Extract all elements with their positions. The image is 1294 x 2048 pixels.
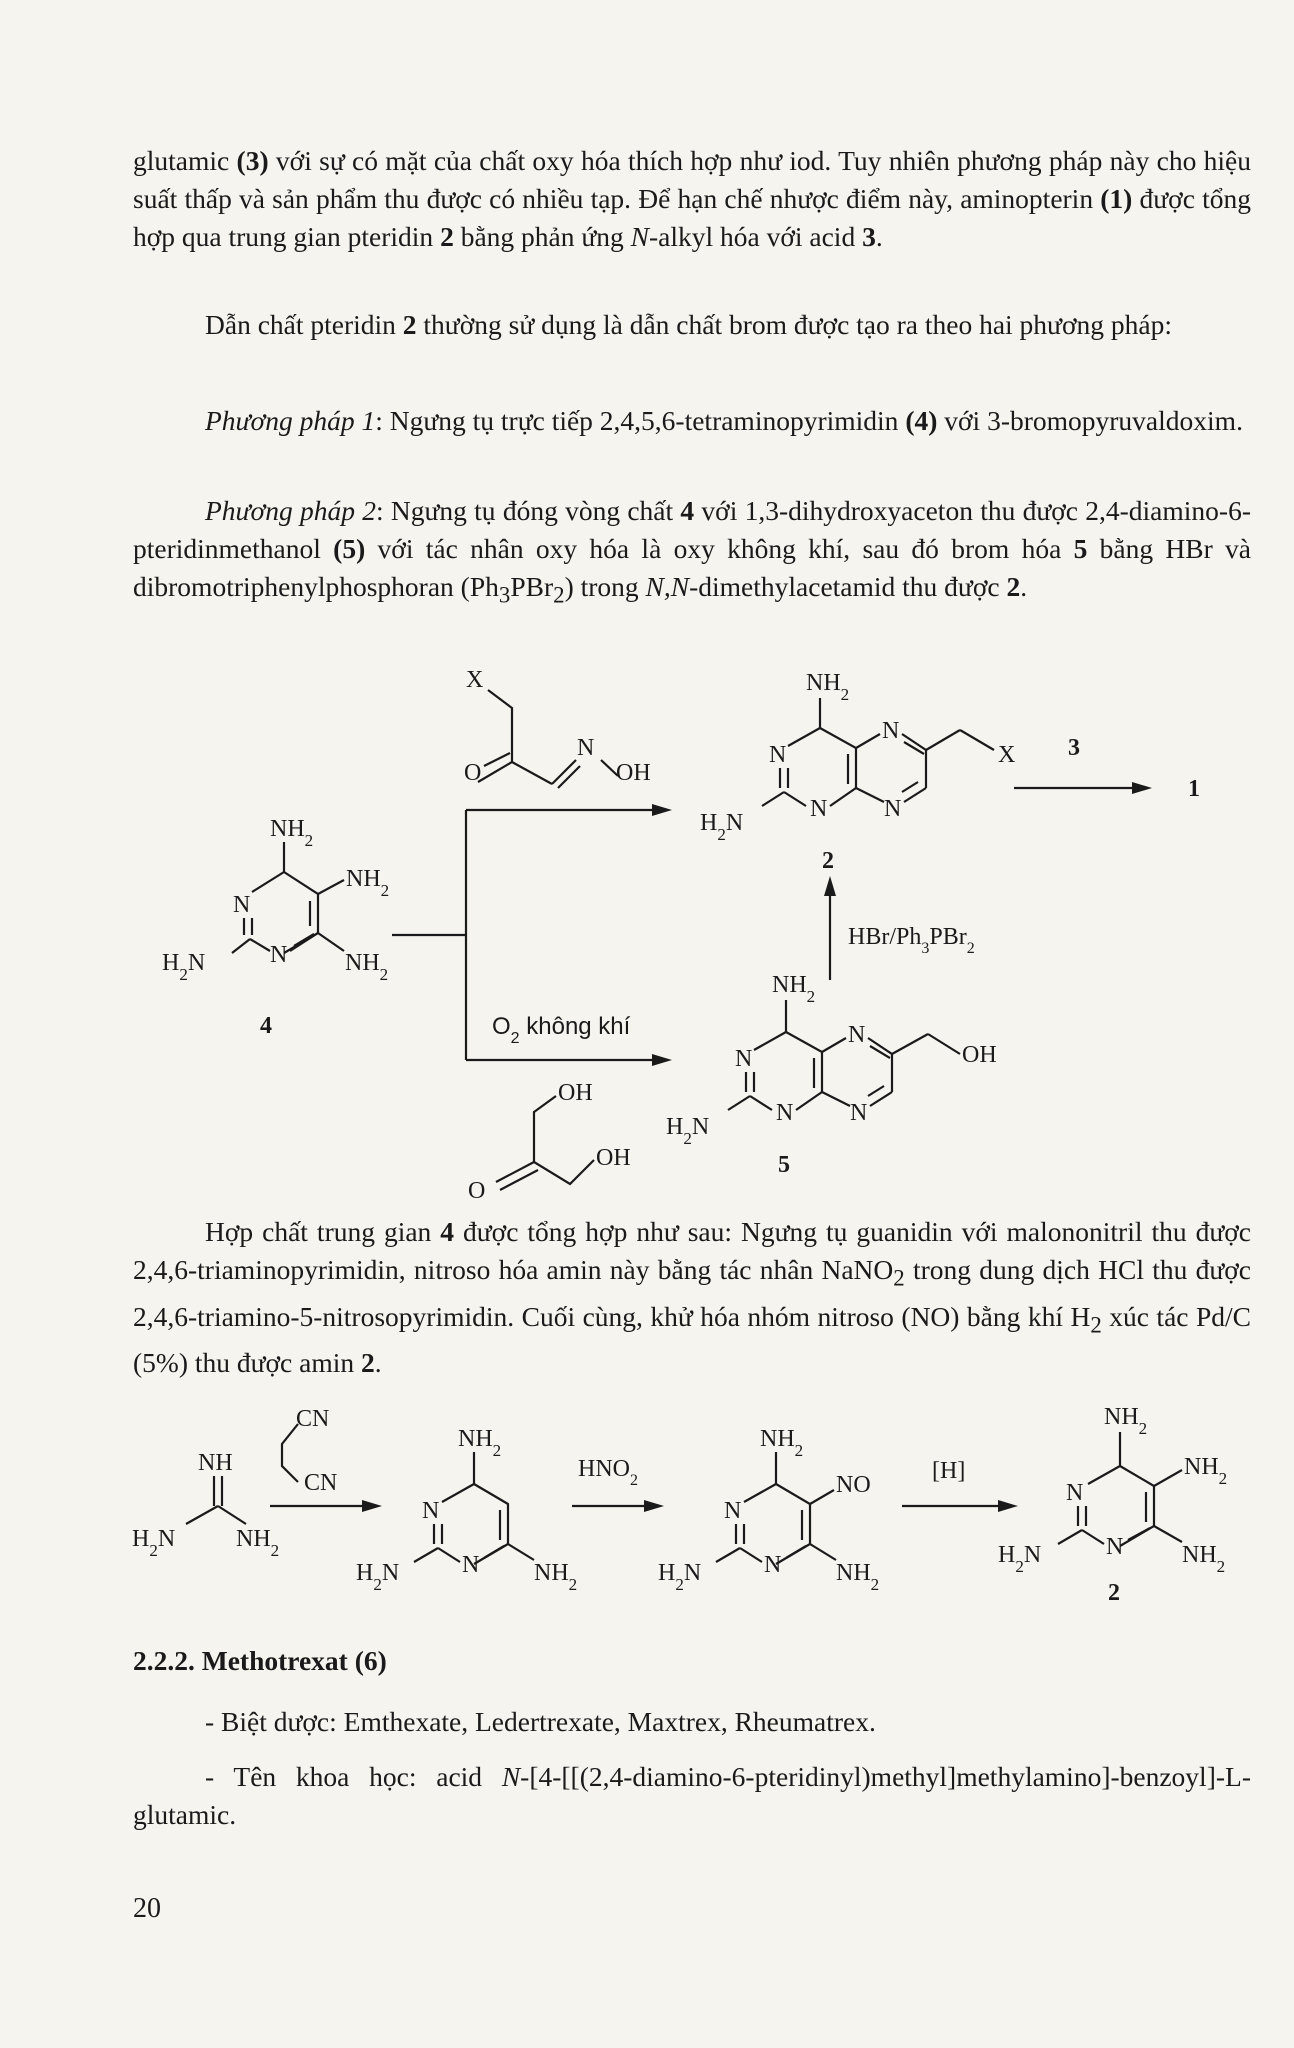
svg-text:NH: NH [198,1450,233,1476]
svg-text:H2N: $H_2N$ [356,1560,400,1594]
svg-text:N: N [577,735,595,761]
svg-text:NH2: $NH_2$ [760,1426,804,1460]
pteridine-2-structure [700,670,1015,874]
svg-text:N: N [233,892,251,918]
page-number: 20 [133,1893,161,1924]
paragraph-2: Dẫn chất pteridin 2 thường sử dụng là dẫn chất brom được tạo ra theo hai phương pháp: [205,309,1172,340]
svg-text:N: N [724,1498,742,1524]
svg-text:N: N [810,796,828,822]
reaction-scheme-1 [0,650,1294,1210]
malononitrile-structure [282,1406,337,1496]
svg-text:3: 3 [1068,735,1080,761]
section-heading: 2.2.2. Methotrexat (6) [133,1645,387,1676]
svg-text:CN: CN [296,1406,330,1432]
bullet-scientific-name: - Tên khoa học: acid N-[4-[[(2,4-diamino-6-pteridinyl)methyl]methylamino]-benzoyl]-L-glutamic. [133,1761,1251,1830]
svg-text:X: X [998,742,1016,768]
dihydroxyacetone-structure [468,1080,631,1204]
svg-text:NH2: $NH_2$ [836,1560,880,1594]
svg-text:NH2: $NH_2$ [1182,1542,1226,1576]
svg-text:4: 4 [260,1013,272,1039]
paragraph-3: Phương pháp 1: Ngưng tụ trực tiếp 2,4,5,6-tetraminopyrimidin (4) với 3-bromopyruvaldoxim. [205,405,1243,436]
svg-text:O: O [464,760,482,786]
svg-text:NH2: $NH_2$ [1184,1454,1228,1488]
svg-text:5: 5 [778,1152,790,1178]
tetraminopyrimidine-final [998,1404,1227,1606]
nitrosopyrimidine-structure [658,1426,879,1594]
svg-text:H2N: $H_2N$ [658,1560,702,1594]
svg-text:N: N [769,742,787,768]
svg-text:NH2: $NH_2$ [1104,1404,1148,1438]
pteridinmethanol-5-structure [666,972,997,1178]
svg-text:N: N [884,796,902,822]
svg-text:H2N: $H_2N$ [998,1542,1042,1576]
svg-text:H2N: $H_2N$ [132,1526,176,1560]
svg-text:NH2: $NH_2$ [458,1426,502,1460]
svg-text:N: N [850,1100,868,1126]
svg-text:OH: OH [558,1080,593,1106]
triaminopyrimidine-structure [356,1426,577,1594]
svg-text:NH2: $NH_2$ [270,816,314,850]
guanidine-structure [132,1450,279,1560]
svg-text:N: N [422,1498,440,1524]
svg-text:2: 2 [1108,1580,1120,1606]
tetraminopyrimidine-4 [162,816,389,1039]
bromopyruvaldoxime-structure [464,667,651,788]
svg-text:H2N: $H_2N$ [162,950,206,984]
svg-text:N: N [462,1552,480,1578]
paragraph-1: glutamic (3) với sự có mặt của chất oxy hóa thích hợp như iod. Tuy nhiên phương pháp này cho hiệu suất thấp và sản phẩm thu được có nhiều tạp. Để hạn chế nhược điểm này, aminopterin (1) được tổng hợp qua trung gian pteridin 2 bằng phản ứng N-alkyl hóa với acid 3. [133,145,1252,252]
svg-text:N: N [776,1100,794,1126]
svg-text:OH: OH [616,760,651,786]
svg-text:[H]: [H] [932,1458,966,1484]
svg-text:O2 không khí: $O_2$ không khí [492,1013,631,1047]
svg-text:N: N [848,1022,866,1048]
svg-text:HBr/Ph3PBr2: HBr/$Ph_3PBr_2$ [848,924,975,957]
paragraph-5: Hợp chất trung gian 4 được tổng hợp như sau: Ngưng tụ guanidin với malononitril thu được 2,4,6-triaminopyrimidin, nitroso hóa amin này bằng tác nhân NaNO$_2$ trong dung dịch HCl thu được 2,4,6-triamino-5-nitrosopyrimidin. Cuối cùng, khử hóa nhóm nitroso (NO) bằng khí $H_2$ xúc tác Pd/C (5%) thu được amin 2. [133,1216,1252,1378]
svg-text:N: N [764,1552,782,1578]
bullet-brand-names: - Biệt dược: Emthexate, Ledertrexate, Maxtrex, Rheumatrex. [205,1706,876,1737]
svg-text:1: 1 [1188,776,1200,802]
reaction-scheme-2 [0,1390,1294,1630]
svg-text:N: N [270,942,288,968]
svg-text:O: O [468,1178,486,1204]
svg-text:OH: OH [596,1145,631,1171]
svg-text:H2N: $H_2N$ [666,1114,710,1148]
svg-text:N: N [1106,1534,1124,1560]
svg-text:HNO2: $HNO_2$ [578,1456,638,1489]
paragraph-4: Phương pháp 2: Ngưng tụ đóng vòng chất 4 với 1,3-dihydroxyaceton thu được 2,4-diamino-6-pteridinmethanol (5) với tác nhân oxy hóa là oxy không khí, sau đó brom hóa 5 bằng HBr và dibromotriphenylphosphoran $(Ph_3PBr_2)$ trong N,N-dimethylacetamid thu được 2. [133,495,1251,608]
svg-text:NH2: $NH_2$ [806,670,850,704]
svg-text:NH2: $NH_2$ [346,866,390,900]
svg-text:NH2: $NH_2$ [236,1526,280,1560]
svg-text:N: N [735,1046,753,1072]
svg-text:N: N [882,718,900,744]
svg-text:NO: NO [836,1472,871,1498]
svg-text:H2N: $H_2N$ [700,810,744,844]
svg-text:NH2: $NH_2$ [534,1560,578,1594]
svg-text:NH2: $NH_2$ [345,950,389,984]
svg-text:NH2: $NH_2$ [772,972,816,1006]
svg-text:N: N [1066,1480,1084,1506]
svg-text:2: 2 [822,848,834,874]
x-label: X [466,667,484,693]
svg-text:CN: CN [304,1470,338,1496]
svg-text:OH: OH [962,1042,997,1068]
